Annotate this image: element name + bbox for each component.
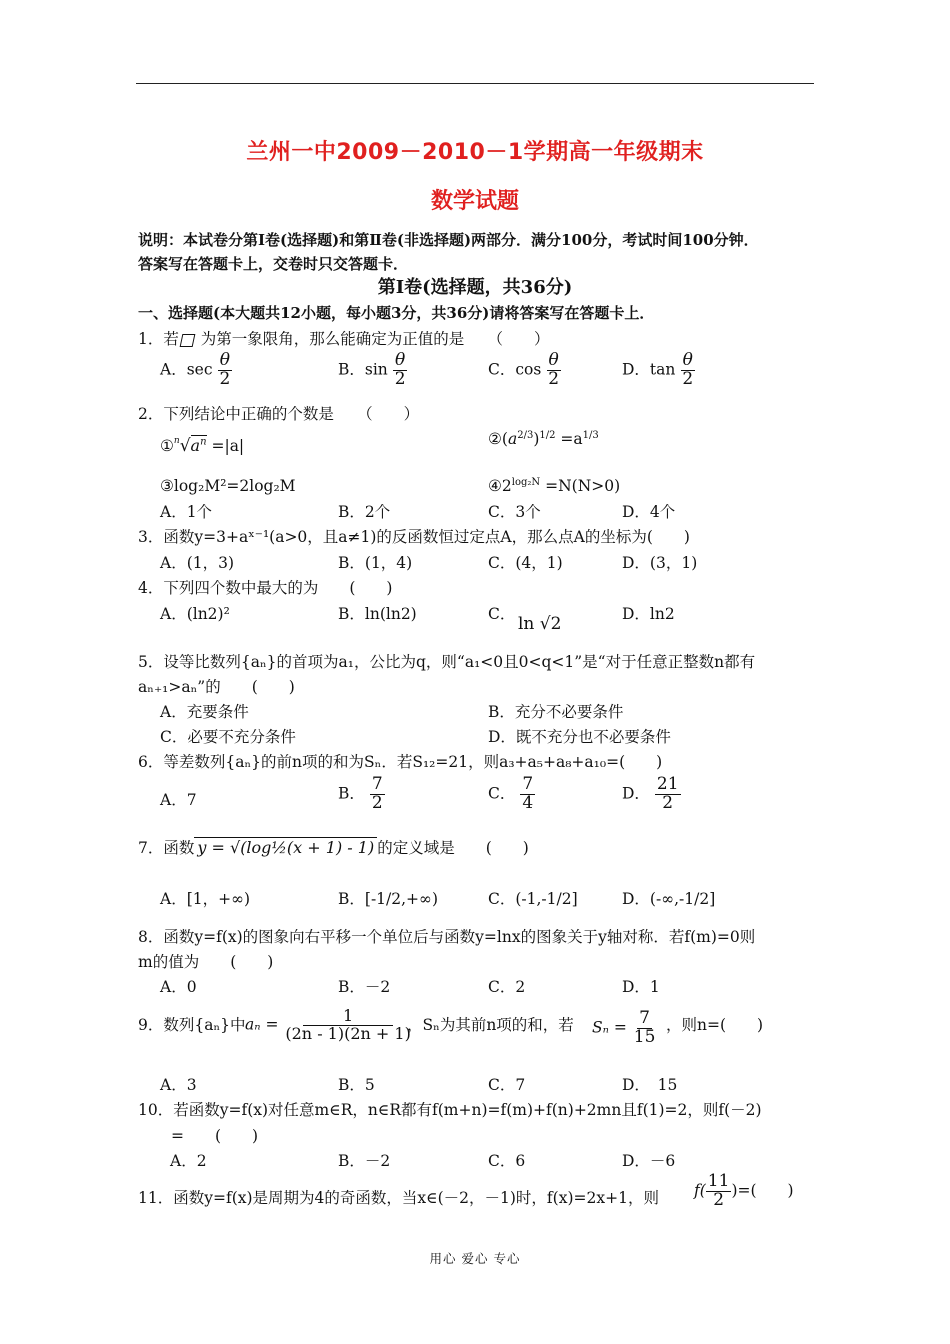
q4-option-a: A．(ln2)² (160, 605, 230, 623)
top-rule (136, 83, 814, 84)
q6-option-d (622, 776, 681, 813)
q9-option-d: D． 15 (622, 1076, 678, 1094)
q6-c-num: 7 (522, 774, 534, 794)
q3-stem: 3．函数y=3+aˣ⁻¹(a>0，且a≠1)的反函数恒过定点A，那么点A的坐标为( ) (138, 528, 690, 546)
q9-sn-num: 7 (639, 1008, 650, 1028)
q9-sn-formula (592, 1010, 657, 1047)
q9-tail: ，则n=( ) (666, 1016, 764, 1034)
q6-option-b (338, 776, 385, 813)
q7-option-a: A．[1，+∞) (160, 890, 251, 908)
section-title: 第Ⅰ卷(选择题，共36分) (377, 277, 573, 298)
q6-option-d-label: D． (622, 784, 650, 803)
q11-stem: 11．函数y=f(x)是周期为4的奇函数，当x∈(－2，－1)时，f(x)=2x+1，则 (138, 1189, 659, 1207)
q1-option-a-label: A．sec (160, 360, 213, 379)
q8-option-c: C．2 (488, 978, 526, 996)
q1-option-c-label: C．cos (488, 360, 542, 379)
q4-option-c-expr: ln √2 (518, 614, 562, 634)
q11-expression (694, 1173, 794, 1210)
q9-an-label: aₙ = (245, 1015, 279, 1034)
q1-option-b (338, 352, 408, 389)
q3-option-b: B．(1，4) (338, 554, 413, 572)
q3-option-a: A．(1，3) (160, 554, 235, 572)
q7-function: y = √(log½(x + 1) - 1) (194, 837, 377, 857)
page-footer: 用心 爱心 专心 (429, 1251, 521, 1266)
q6-d-den: 2 (662, 792, 674, 813)
q1-b-den: 2 (394, 368, 406, 389)
q11-tail: =( ) (737, 1181, 794, 1200)
q2-s2-label: ② (488, 430, 502, 449)
q4-option-c: C． (488, 605, 516, 623)
q8-option-b: B．－2 (338, 978, 391, 996)
q9-stem-text: 9．数列{aₙ}中 (138, 1016, 246, 1034)
q1-option-c (488, 352, 561, 389)
q9-an-formula (245, 1008, 413, 1043)
q2-s4-label: ④ (488, 477, 502, 496)
q9-sn-den: 15 (633, 1026, 656, 1047)
q6-c-den: 4 (522, 792, 534, 813)
q4-option-b: B．ln(ln2) (338, 605, 417, 623)
q11-den: 2 (713, 1189, 725, 1210)
q6-b-num: 7 (371, 774, 383, 794)
q1-stem (138, 327, 550, 349)
q1-c-den: 2 (548, 368, 560, 389)
exam-subtitle: 数学试题 (430, 189, 519, 214)
q1-option-a (160, 352, 232, 389)
q6-d-num: 21 (656, 774, 679, 794)
instructions-line-1: 说明：本试卷分第Ⅰ卷(选择题)和第Ⅱ卷(非选择题)两部分．满分100分，考试时间100分钟． (138, 231, 759, 249)
q2-statement-2: $②(a^{2/3})^{1/2} =a^{1/3}$ (488, 430, 599, 449)
q5-line-1: 5．设等比数列{aₙ}的首项为a₁，公比为q，则“a₁<0且0<q<1”是“对于任意正整数n都有 (138, 653, 756, 671)
q11-num: 11 (707, 1171, 730, 1191)
q7-option-b: B．[-1/2,+∞) (338, 890, 438, 908)
q2-option-b: B．2个 (338, 503, 391, 521)
q10-line-1: 10．若函数y=f(x)对任意m∈R，n∈R都有f(m+n)=f(m)+f(n)+2mn且f(1)=2，则f(－2) (138, 1101, 762, 1119)
q2-s1-label: ① (160, 437, 174, 455)
q11-close: ) (731, 1181, 738, 1200)
q7-option-c: C．(-1,-1/2] (488, 890, 578, 908)
q1-option-d (622, 352, 695, 389)
q4-stem: 4．下列四个数中最大的为 ( ) (138, 579, 393, 597)
q5-line-2: aₙ₊₁>aₙ”的 ( ) (138, 678, 295, 696)
q1-a-den: 2 (219, 368, 231, 389)
q6-option-c-label: C． (488, 784, 516, 803)
q10-option-c: C．6 (488, 1152, 526, 1170)
q5-option-b: B．充分不必要条件 (488, 703, 624, 721)
q2-s1-body: =|a| (211, 437, 245, 455)
q1-b-num: θ (395, 350, 406, 370)
q6-option-a: A．7 (160, 791, 197, 809)
q3-option-c: C．(4，1) (488, 554, 563, 572)
q6-stem: 6．等差数列{aₙ}的前n项的和为Sₙ．若S₁₂=21，则a₃+a₅+a₈+a₁₀=( ) (138, 753, 663, 771)
q8-option-d: D．1 (622, 978, 660, 996)
q2-s4-body: =N(N>0) (545, 477, 621, 496)
instructions-line-2: 答案写在答题卡上，交卷时只交答题卡． (138, 255, 409, 273)
q7-stem-text: 7．函数 (138, 839, 195, 857)
q9-an-num: 1 (303, 1008, 393, 1026)
q10-option-d: D．－6 (622, 1152, 676, 1170)
q6-option-c (488, 776, 535, 813)
q2-stem: 2．下列结论中正确的个数是 （ ） (138, 405, 420, 423)
q7-stem-rest: 的定义域是 ( ) (377, 839, 529, 857)
q11-f: f( (694, 1181, 706, 1200)
q7-stem (138, 836, 529, 858)
q1-stem-text: 1．若 (138, 330, 179, 348)
q1-d-num: θ (682, 350, 693, 370)
q5-option-c: C．必要不充分条件 (160, 728, 296, 746)
q9-option-b: B．5 (338, 1076, 375, 1094)
q2-option-a: A．1个 (160, 503, 213, 521)
q7-option-d: D．(-∞,-1/2] (622, 890, 716, 908)
theta-placeholder-icon (179, 334, 195, 347)
q1-c-num: θ (548, 350, 559, 370)
q2-option-c: C．3个 (488, 503, 541, 521)
q10-option-a: A．2 (170, 1152, 207, 1170)
q3-option-d: D．(3，1) (622, 554, 698, 572)
q2-statement-3: ③log₂M²=2log₂M (160, 477, 296, 495)
q9-mid: ，Sₙ为其前n项的和，若 (407, 1016, 574, 1034)
q10-option-b: B．－2 (338, 1152, 391, 1170)
q4-option-d: D．ln2 (622, 605, 675, 623)
q9-option-c: C．7 (488, 1076, 526, 1094)
q1-stem-rest: 为第一象限角，那么能确定为正值的是 （ ） (195, 330, 550, 348)
q1-a-num: θ (219, 350, 230, 370)
exam-title: 兰州一中2009－2010－1学期高一年级期末 (246, 140, 704, 165)
q5-option-a: A．充要条件 (160, 703, 249, 721)
q8-option-a: A．0 (160, 978, 197, 996)
q9-sn-label: Sₙ = (592, 1018, 627, 1037)
q2-statement-4: $④2^{log_2N} =N(N>0)$ (488, 477, 621, 496)
q2-statement-1: $①^n√a^n =|a|$ (160, 436, 245, 456)
q2-option-d: D．4个 (622, 503, 676, 521)
q6-option-b-label: B． (338, 784, 365, 803)
part-heading: 一、选择题(本大题共12小题，每小题3分，共36分)请将答案写在答题卡上． (138, 304, 655, 322)
q1-option-b-label: B．sin (338, 360, 388, 379)
q5-option-d: D．既不充分也不必要条件 (488, 728, 671, 746)
q10-line-2: = ( ) (171, 1127, 259, 1145)
q9-an-den: (2n - 1)(2n + 1) (285, 1023, 411, 1043)
q2-s2-body: =a (560, 430, 583, 449)
q6-b-den: 2 (371, 792, 383, 813)
q1-option-d-label: D．tan (622, 360, 676, 379)
q9-option-a: A．3 (160, 1076, 197, 1094)
q8-line-2: m的值为 ( ) (138, 953, 274, 971)
q8-line-1: 8．函数y=f(x)的图象向右平移一个单位后与函数y=lnx的图象关于y轴对称．若f(m)=0则 (138, 928, 756, 946)
q1-d-den: 2 (682, 368, 694, 389)
q9-stem (138, 1013, 246, 1035)
